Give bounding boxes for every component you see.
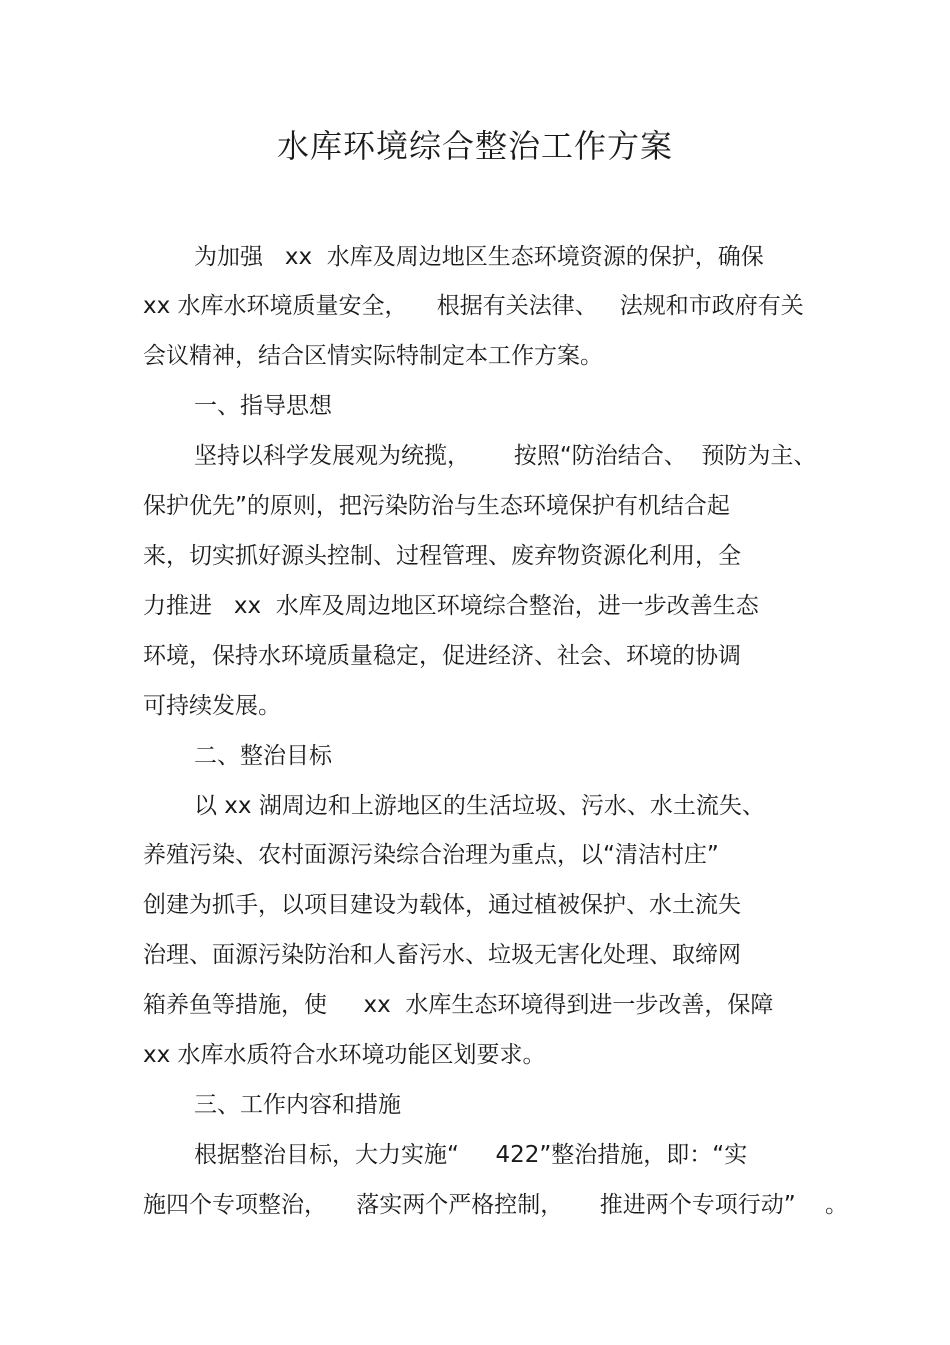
paragraph-guiding-line-5: 环境，保持水环境质量稳定，促进经济、社会、环境的协调 <box>143 643 741 669</box>
paragraph-guiding-line-4: 力推进 xx 水库及周边地区环境综合整治，进一步改善生态 <box>143 593 759 619</box>
paragraph-intro-line-3: 会议精神，结合区情实际特制定本工作方案。 <box>143 343 603 369</box>
paragraph-goals-line-4: 治理、面源污染防治和人畜污水、垃圾无害化处理、取缔网 <box>143 942 741 968</box>
paragraph-goals-line-2: 养殖污染、农村面源污染综合治理为重点，以“清洁村庄” <box>143 842 719 868</box>
paragraph-guiding-line-1: 坚持以科学发展观为统揽， 按照“防治结合、 预防为主、 <box>194 443 817 469</box>
paragraph-measures-line-2: 施四个专项整治， 落实两个严格控制， 推进两个专项行动” 。 <box>143 1192 848 1218</box>
paragraph-guiding-line-2: 保护优先”的原则，把污染防治与生态环境保护有机结合起 <box>143 493 730 519</box>
section-heading-goals: 二、整治目标 <box>194 743 332 769</box>
paragraph-goals-line-5: 箱养鱼等措施，使 xx 水库生态环境得到进一步改善，保障 <box>143 992 774 1018</box>
paragraph-goals-line-3: 创建为抓手，以项目建设为载体，通过植被保护、水土流失 <box>143 892 741 918</box>
paragraph-intro-line-1: 为加强 xx 水库及周边地区生态环境资源的保护，确保 <box>194 244 764 270</box>
paragraph-guiding-line-6: 可持续发展。 <box>143 693 281 719</box>
paragraph-measures-line-1: 根据整治目标，大力实施“ 422”整治措施，即：“实 <box>194 1142 748 1168</box>
section-heading-measures: 三、工作内容和措施 <box>194 1092 401 1118</box>
paragraph-goals-line-1: 以 xx 湖周边和上游地区的生活垃圾、污水、水土流失、 <box>194 793 765 819</box>
paragraph-intro-line-2: xx 水库水环境质量安全， 根据有关法律、 法规和市政府有关 <box>143 293 804 319</box>
paragraph-goals-line-6: xx 水库水质符合水环境功能区划要求。 <box>143 1042 546 1068</box>
section-heading-guiding-thought: 一、指导思想 <box>194 393 332 419</box>
document-title: 水库环境综合整治工作方案 <box>276 127 673 165</box>
paragraph-guiding-line-3: 来，切实抓好源头控制、过程管理、废弃物资源化利用，全 <box>143 543 741 569</box>
